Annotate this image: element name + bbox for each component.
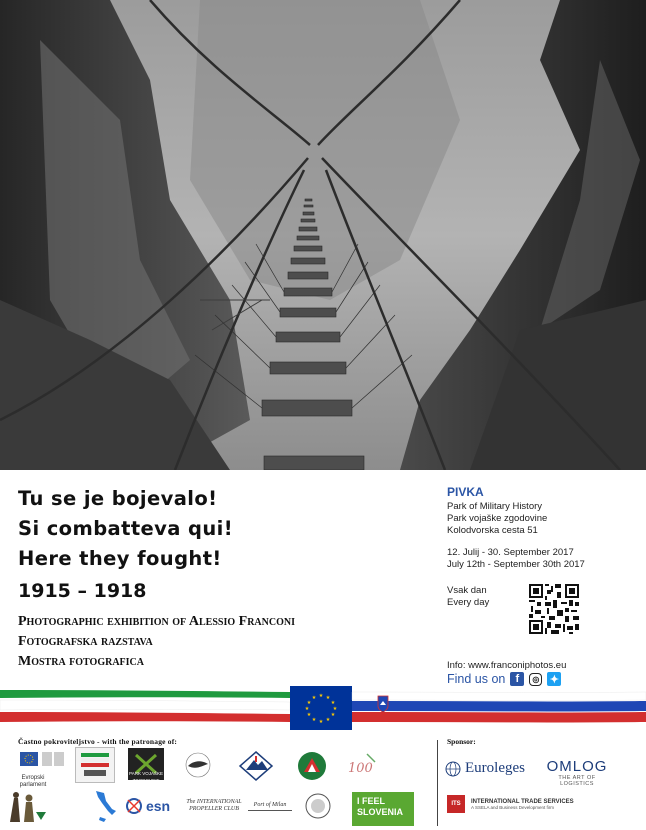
subtitle-italian: Mostra fotografica bbox=[18, 654, 144, 669]
svg-text:★: ★ bbox=[311, 695, 317, 701]
venue-city: PIVKA bbox=[447, 485, 484, 499]
centenary-100-logo bbox=[345, 750, 379, 782]
port-of-milan-name: Port of Milan bbox=[253, 801, 287, 808]
european-parliament-name: Evropski parlament bbox=[19, 775, 47, 788]
omlog-logo bbox=[544, 758, 610, 787]
port-of-milan-logo bbox=[246, 793, 294, 819]
regional-emblem-logo bbox=[296, 750, 328, 782]
omlog-tagline: THE ART OF LOGISTICS bbox=[558, 775, 596, 787]
its-name: INTERNATIONAL TRADE SERVICES bbox=[471, 798, 574, 805]
omlog-name: OMLOG bbox=[546, 758, 608, 775]
twitter-icon[interactable]: ✦ bbox=[547, 672, 561, 686]
svg-text:★: ★ bbox=[325, 695, 331, 701]
find-us-row bbox=[447, 672, 561, 686]
its-logo bbox=[447, 795, 574, 813]
title-years: 1915 – 1918 bbox=[18, 580, 147, 602]
park-logo-caption: PARK VOJAŠKE ZGODOVINE bbox=[129, 771, 163, 783]
svg-text:★: ★ bbox=[311, 717, 317, 723]
svg-text:★: ★ bbox=[330, 712, 336, 718]
facebook-icon[interactable]: f bbox=[510, 672, 524, 686]
euroleges-name: Euroleges bbox=[465, 760, 525, 776]
svg-text:★: ★ bbox=[306, 700, 312, 706]
its-tagline: A SSELA and Business Development firm bbox=[471, 804, 555, 810]
dates-english: July 12th - September 30th 2017 bbox=[447, 559, 585, 570]
its-mark: ITS bbox=[447, 795, 465, 813]
svg-text:★: ★ bbox=[318, 693, 324, 699]
centenary-logo bbox=[75, 747, 115, 783]
svg-text:★: ★ bbox=[318, 719, 324, 725]
round-seal-logo bbox=[304, 791, 332, 821]
venue-name-en: Park of Military History bbox=[447, 501, 543, 512]
dates-slovenian: 12. Julij - 30. September 2017 bbox=[447, 547, 574, 558]
flag-ribbon bbox=[0, 686, 646, 730]
title-english: Here they fought! bbox=[18, 547, 222, 570]
venue-name-sl: Park vojaške zgodovine bbox=[447, 513, 548, 524]
euroleges-logo bbox=[445, 760, 525, 777]
info-website[interactable]: Info: www.franconiphotos.eu bbox=[447, 660, 567, 671]
propeller-club-name: The INTERNATIONAL PROPELLER CLUB bbox=[186, 799, 242, 812]
venue-address: Kolodvorska cesta 51 bbox=[447, 525, 538, 536]
patronage-label: Častno pokroviteljstvo - with the patronage of: bbox=[18, 737, 178, 746]
propeller-club-logo bbox=[184, 792, 244, 820]
svg-text:★: ★ bbox=[330, 700, 336, 706]
qr-code[interactable] bbox=[529, 584, 579, 634]
svg-text:★: ★ bbox=[304, 706, 310, 712]
exhibition-title-block bbox=[18, 484, 418, 672]
dove-logo bbox=[182, 752, 214, 778]
svg-text:★: ★ bbox=[306, 712, 312, 718]
italy-map-logo bbox=[92, 789, 118, 823]
find-us-label: Find us on bbox=[447, 672, 506, 686]
svg-text:100: 100 bbox=[348, 761, 373, 776]
i-feel-text: I FEEL bbox=[357, 796, 386, 806]
esn-logo bbox=[118, 790, 176, 822]
title-slovenian: Tu se je bojevalo! bbox=[18, 487, 218, 510]
svg-text:★: ★ bbox=[325, 717, 331, 723]
svg-text:★: ★ bbox=[332, 706, 338, 712]
sponsor-divider bbox=[437, 740, 438, 826]
open-daily-en: Every day bbox=[447, 597, 490, 608]
euroleges-globe-icon bbox=[445, 761, 461, 777]
esn-wordmark: esn bbox=[145, 798, 171, 814]
soldiers-association-logo bbox=[4, 788, 48, 824]
i-feel-slovenia-logo bbox=[352, 792, 414, 826]
instagram-icon[interactable]: ◎ bbox=[529, 673, 542, 686]
slovenia-text: SLOVENIA bbox=[357, 807, 404, 817]
subtitle-slovenian: Fotografska razstava bbox=[18, 634, 153, 649]
sponsor-label: Sponsor: bbox=[447, 737, 476, 746]
open-daily-sl: Vsak dan bbox=[447, 585, 487, 596]
title-italian: Si combatteva qui! bbox=[18, 517, 234, 540]
subtitle-english: Photographic exhibition of Alessio Franconi bbox=[18, 614, 295, 629]
alpine-club-logo bbox=[236, 750, 276, 782]
